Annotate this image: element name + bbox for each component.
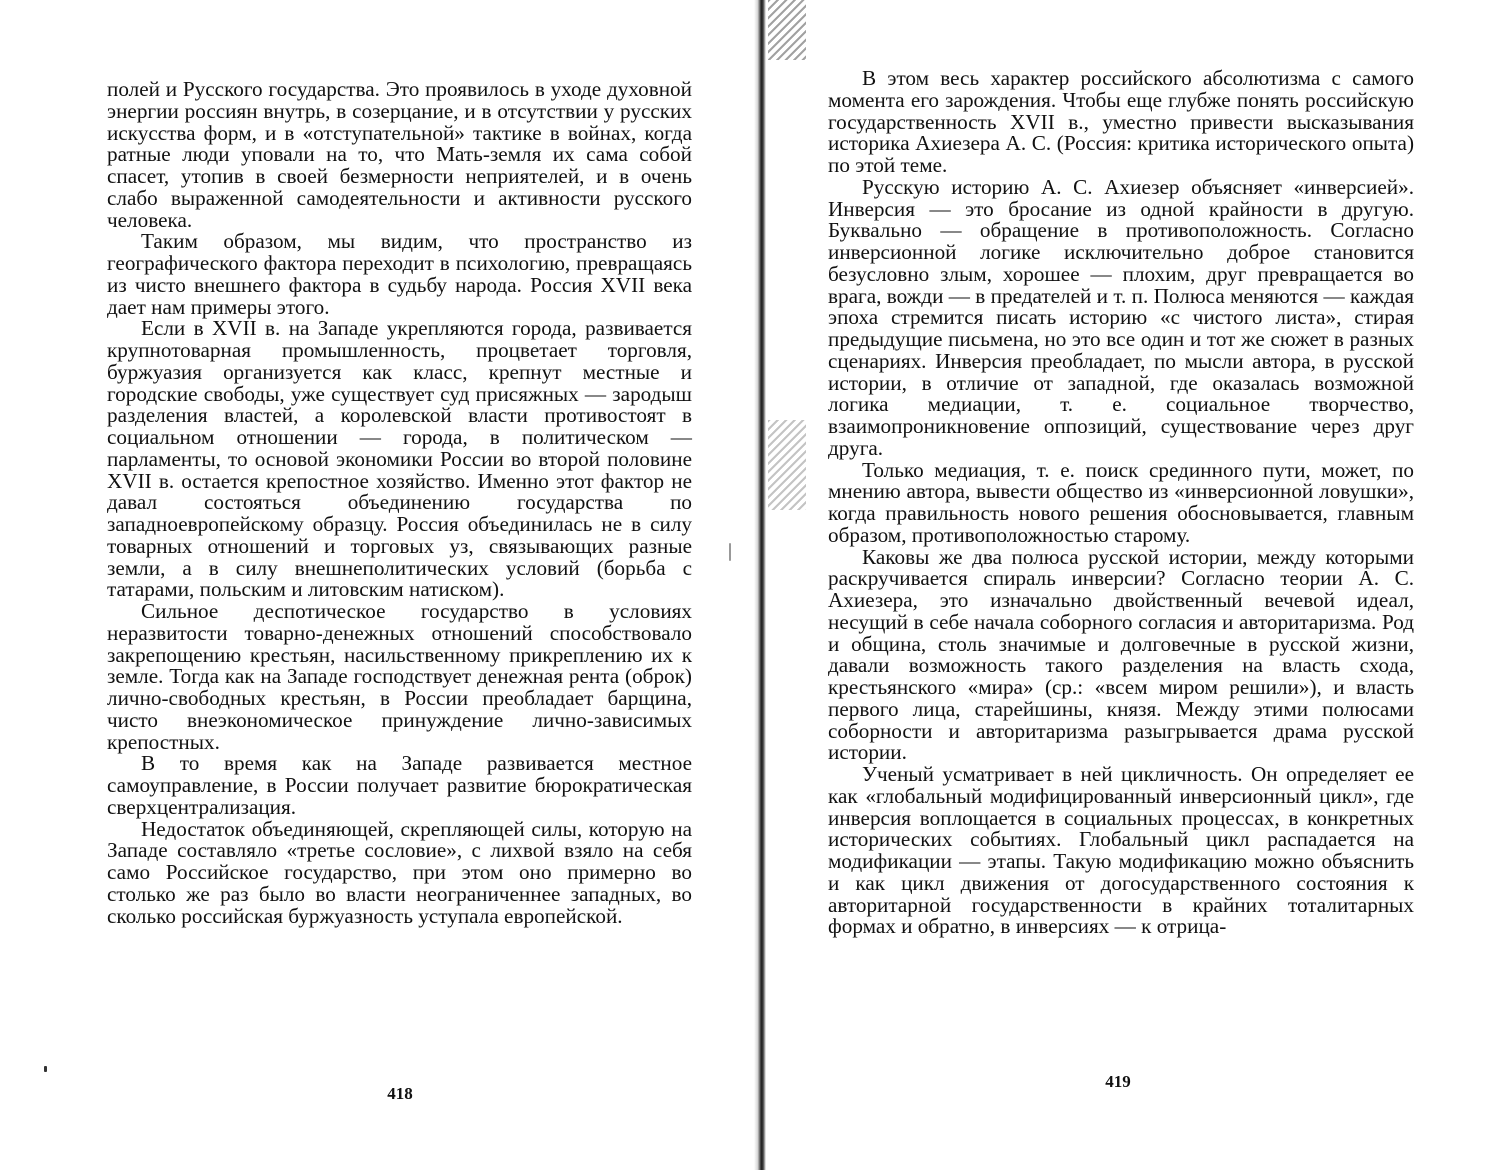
page-number-right: 419 — [1105, 1072, 1131, 1091]
paragraph: Сильное деспотическое государство в условиях неразвитости товарно-денежных отношений способствовало закрепощению крестьян, насильственному прикреплению их к земле. Тогда как на Западе господствует денежная рента (оброк) лично-свободных крестьян, в России преобладает барщина, чисто внеэкономическое принуждение лично-зависимых крепостных. — [107, 599, 692, 754]
paragraph: В то время как на Западе развивается местное самоуправление, в России получает развитие бюрократическая сверхцентрализация. — [107, 751, 692, 819]
ink-speck — [729, 543, 731, 561]
paragraph: Недостаток объединяющей, скрепляющей силы, которую на Западе составляло «третье сословие», с лихвой взяло на себя само Российское государство, при этом оно примерно во столько же раз было во власти неограниченнее западных, во сколько российская буржуазность уступала европейской. — [107, 816, 692, 928]
paragraph: Ученый усматривает в ней цикличность. Он определяет ее как «глобальный модифицированный инверсионный цикл», где инверсия воплощается в социальных процессах, в конкретных исторических событиях. Глобальный цикл распадается на модификации — этапы. Такую модификацию можно объяснить и как цикл движения от догосударственного состояния к авторитарной государственности в крайних тоталитарных формах и обратно, в инверсиях — к отрица- — [828, 762, 1414, 939]
paragraph: Только медиация, т. е. поиск срединного пути, может, по мнению автора, вывести общество из «инверсионной ловушки», когда правильность нового решения обосновывается, главным образом, противоположностью старому. — [828, 457, 1414, 547]
left-page-text — [107, 79, 692, 927]
paragraph: Каковы же два полюса русской истории, между которыми раскручивается спираль инверсии? Согласно теории А. С. Ахиезера, это изначально двойственный вечевой идеал, несущий в себе начала соборного согласия и авторитаризма. Род и община, столь значимые и долговечные в русской жизни, давали возможность такого разделения на власть схода, крестьянского «мира» (ср.: «всем миром решили»), и власть первого лица, старейшины, князя. Между этими полюсами соборности и авторитаризма разыгрывается драма русской истории. — [828, 544, 1414, 765]
right-page — [758, 0, 1493, 1170]
paragraph: полей и Русского государства. Это проявилось в уходе духовной энергии россиян внутрь, в созерцание, и в отсутствии у русских искусства форм, и в «отступательной» тактике в войнах, когда ратные люди уповали на то, что Мать-земля их сама собой спасет, утопив в своей безмерности неприятелей, и в очень слабо выраженной самодеятельности и активности русского человека. — [107, 77, 692, 232]
paragraph: В этом весь характер российского абсолютизма с самого момента его зарождения. Чтобы еще глубже понять российскую государственность XVII в., уместно привести высказывания историка Ахиезера А. С. (Россия: критика исторического опыта) по этой теме. — [828, 66, 1414, 177]
page-number-left: 418 — [387, 1084, 413, 1103]
right-page-text — [828, 68, 1414, 938]
paragraph: Если в XVII в. на Западе укрепляются города, развивается крупнотоварная промышленность, процветает торговля, буржуазия организуется как класс, крепнут местные и городские свободы, уже существует суд присяжных — зародыш разделения властей, а королевской власти противостоят в социальном отношении — города, в политическом — парламенты, то основой экономики России во второй половине XVII в. остается крепостное хозяйство. Именно этот фактор не давал состояться объединению государства по западноевропейскому образцу. Россия объединилась не в силу товарных отношений и торговых уз, связывающих разные земли, а в силу внешнеполитических условий (борьба с татарами, польским и литовским натиском). — [107, 316, 692, 602]
paragraph: Русскую историю А. С. Ахиезер объясняет «инверсией». Инверсия — это бросание из одной крайности в другую. Буквально — обращение в противоположность. Согласно инверсионной логике исключительно доброе становится безусловно злым, хорошее — плохим, друг превращается во врага, вожди — в предателей и т. п. Полюса меняются — каждая эпоха стремится писать историю «с чистого листа», стирая предыдущие письмена, но это все один и тот же сюжет в разных сценариях. Инверсия преобладает, по мысли автора, в русской истории, в отличие от западной, где оказалась возможной логика медиации, т. е. социальное творчество, взаимопроникновение оппозиций, существование через друг друга. — [828, 174, 1414, 460]
ink-speck — [44, 1066, 47, 1072]
paragraph: Таким образом, мы видим, что пространство из географического фактора переходит в психологию, превращаясь из чисто внешнего фактора в судьбу народа. Россия XVII века дает нам примеры этого. — [107, 229, 692, 319]
